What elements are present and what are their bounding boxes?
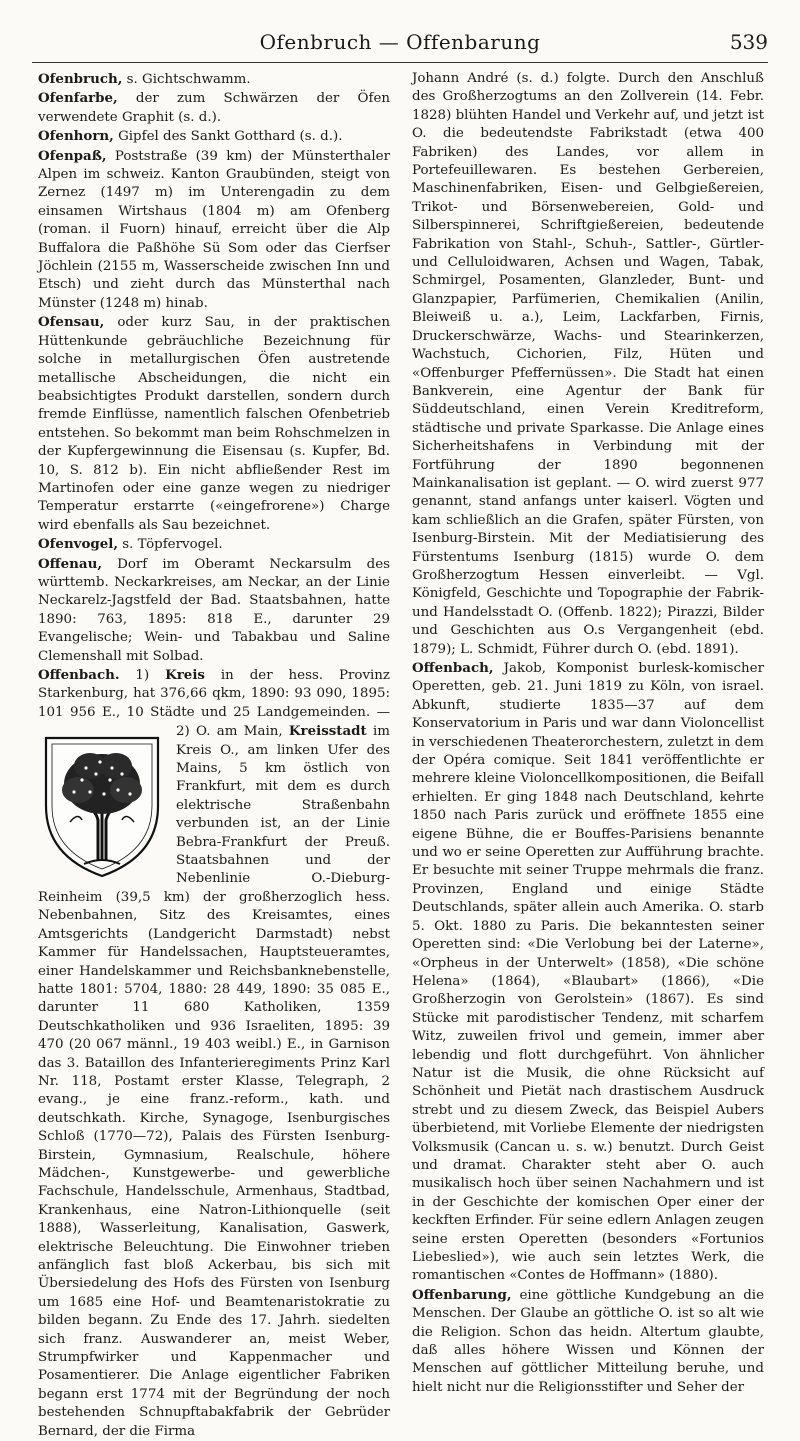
entry-ofenfarbe	[38, 89, 390, 127]
entry-text: s. Töpfervogel.	[118, 537, 223, 553]
headword: Offenbach.	[38, 667, 120, 683]
headword: Ofensau,	[38, 314, 105, 331]
headword: Offenbarung,	[412, 1286, 512, 1303]
subheading-kreis: Kreis	[165, 667, 205, 683]
entry-text: Poststraße (39 km) der Münsterthaler Alpen im schweiz. Kanton Graubünden, steigt von Zernez (1497 m) im Unterengadin zu dem einsamen Wirtshaus (1804 m) am Ofenberg (roman. il Fuorn) hinauf, erreicht über die Alp Buffalora die Paßhöhe Sü Som oder das Cierfser Jöchlein (2155 m, Wasserscheide zwischen Inn und Etsch) und zieht durch das Münsterthal nach Münster (1248 m) hinab.	[38, 148, 390, 311]
entry-offenbarung	[412, 1286, 764, 1397]
headword: Offenbach,	[412, 660, 494, 676]
headword: Ofenbruch,	[38, 71, 123, 87]
entry-text: s. Gichtschwamm.	[122, 72, 251, 87]
entry-ofenbruch	[38, 70, 390, 89]
entry-offenbach-city	[38, 666, 390, 1441]
coat-of-arms-svg	[38, 728, 166, 880]
entry-text: oder kurz Sau, in der praktischen Hüttenkunde gebräuchliche Bezeichnung für solche in metallurgischen Öfen austretende metallische Abscheidungen, die nicht ein beabsichtigtes Produkt darstellen, sondern durch fremde Einflüsse, namentlich falschen Ofenbetrieb entstehen. So bekommt man beim Rohschmelzen in der Kupfergewinnung die Eisensau (s. Kupfer, Bd. 10, S. 812 b). Ein nicht abfließender Rest im Martinofen oder eine ganze wegen zu niedriger Temperatur erstarrte («eingefrorene») Charge wird ebenfalls als Sau bezeichnet.	[38, 315, 390, 533]
entry-text: in der hess. Provinz Starkenburg, hat 376,66 qkm, 1890: 93 090, 1895: 101 956 E., 10 Städte und 25 Landgemeinden. — 2) O. am Main,	[38, 668, 390, 740]
entry-text: 1)	[119, 668, 166, 683]
right-column	[412, 70, 764, 1397]
headword: Offenau,	[38, 555, 102, 572]
entry-offenbach-jakob	[412, 659, 764, 1286]
entry-text: der zum Schwärzen der Öfen verwendete Graphit (s. d.).	[38, 91, 390, 125]
page-number: 539	[729, 30, 768, 54]
entry-ofenvogel	[38, 535, 390, 554]
entry-text: Gipfel des Sankt Gotthard (s. d.).	[113, 129, 343, 145]
left-column	[38, 70, 390, 1441]
entry-offenau	[38, 555, 390, 666]
entry-text: eine göttliche Kundgebung an die Menschen. Der Glaube an göttliche O. ist so alt wie die Religion. Schon das heidn. Altertum glaubte, daß alles höhere Wissen und Können der Menschen auf göttlicher Mitteilung beruhe, und hielt nicht nur die Religionsstifter und Seher der	[412, 1287, 764, 1395]
entry-ofenpass	[38, 147, 390, 314]
headword: Ofenpaß,	[38, 147, 107, 164]
headword: Ofenhorn,	[38, 128, 114, 145]
coat-of-arms-image	[38, 728, 166, 880]
headword: Ofenvogel,	[38, 536, 119, 553]
page-header	[32, 28, 768, 63]
entry-ofenhorn	[38, 127, 390, 146]
entry-ofensau	[38, 313, 390, 535]
entry-text: Dorf im Oberamt Neckarsulm des württemb. Neckarkreises, am Neckar, an der Linie Neckarelz-Jagstfeld der Bad. Staatsbahnen, hatte 1890: 763, 1895: 818 E., darunter 29 Evangelische; Wein- und Tabakbau und Saline Clemenshall mit Solbad.	[38, 556, 390, 664]
entry-text: im Kreis O., am linken Ufer des Mains, 5 km östlich von Frankfurt, mit dem es durch elektrische Straßenbahn verbunden ist, an der Linie Bebra-Frankfurt der Preuß. Staatsbahnen und der Nebenlinie O.-Dieburg-Reinheim (39,5 km) der großherzoglich hess. Nebenbahnen, Sitz des Kreisamtes, eines Amtsgerichts (Landgericht Darmstadt) nebst Kammer für Handelssachen, Hauptsteueramtes, einer Handelskammer und Reichsbanknebenstelle, hatte 1801: 5704, 1880: 28 449, 1890: 35 085 E., darunter 11 680 Katholiken, 1359 Deutschkatholiken und 936 Israeliten, 1895: 39 470 (20 067 männl., 19 403 weibl.) E., in Garnison das 3. Bataillon des Infanterieregiments Prinz Karl Nr. 118, Postamt erster Klasse, Telegraph, 2 evang., je eine franz.-reform., kath. und deutschkath. Kirche, Synagoge, Isenburgisches Schloß (1770—72), Palais des Fürsten Isenburg-Birstein, Gymnasium, Realschule, höhere Mädchen-, Kunstgewerbe- und gewerbliche Fachschule, Handelsschule, Armenhaus, Stadtbad, Krankenhaus, eine Natron-Lithionquelle (seit 1888), Wasserleitung, Kanalisation, Gaswerk, elektrische Beleuchtung. Die Einwohner trieben anfänglich fast bloß Ackerbau, bis sich mit Übersiedelung des Hofs des Fürsten von Isenburg um 1685 eine Hof- und Beamtenaristokratie zu bilden begann. Zu Ende des 17. Jahrh. siedelten sich franz. Auswanderer an, meist Weber, Strumpfwirker und Kappenmacher und Posamentierer. Die Anlage eigentlicher Fabriken begann erst 1774 mit der Begründung der noch bestehenden Schnupftabakfabrik der Gebrüder Bernard, der die Firma	[38, 724, 390, 1439]
subheading-kreisstadt: Kreisstadt	[288, 723, 367, 740]
entry-text: Johann André (s. d.) folgte. Durch den Anschluß des Großherzogtums an den Zollverein (14. Febr. 1828) blühten Handel und Verkehr auf, und jetzt ist O. die bedeutendste Fabrikstadt (etwa 400 Fabriken) des Landes, vor allem in Portefeuillewaren. Es bestehen Gerbereien, Maschinenfabriken, Eisen- und Gelbgießereien, Trikot- und Börsenwebereien, Gold- und Silberspinnerei, Schriftgießereien, bedeutende Fabrikation von Stahl-, Schuh-, Sattler-, Gürtler- und Celluloidwaren, Achsen und Wagen, Tabak, Schmirgel, Posamenten, Glanzleder, Bunt- und Glanzpapier, Parfümerien, Chemikalien (Anilin, Bleiweiß u. a.), Leim, Lackfarben, Firnis, Druckerschwärze, Wachs- und Stearinkerzen, Wachstuch, Cichorien, Filz, Hüten und «Offenburger Pfeffernüssen». Die Stadt hat einen Bankverein, eine Agentur der Bank für Süddeutschland, einen Verein Kreditreform, städtische und private Sparkasse. Die Anlage eines Sicherheitshafens in Verbindung mit der Fortführung der 1890 begonnenen Mainkanalisation ist geplant. — O. wird zuerst 977 genannt, stand anfangs unter kaiserl. Vögten und kam schließlich an die Grafen, später Fürsten, von Isenburg-Birstein. Mit der Mediatisierung des Fürstentums Isenburg (1815) wurde O. dem Großherzogtum Hessen einverleibt. — Vgl. Königfeld, Geschichte und Topographie der Fabrik- und Handelsstadt O. (Offenb. 1822); Pirazzi, Bilder und Geschichten aus O.s Vergangenheit (ebd. 1879); L. Schmidt, Führer durch O. (ebd. 1891).	[412, 71, 764, 657]
headword: Ofenfarbe,	[38, 90, 118, 107]
entry-offenbach-continued	[412, 70, 764, 659]
entry-text: Jakob, Komponist burlesk-komischer Operetten, geb. 21. Juni 1819 zu Köln, von israel. Abkunft, studierte 1835—37 auf dem Konservatorium in Paris und war dann Violoncellist in verschiedenen Theaterorchestern, zuletzt in dem der Opéra comique. Seit 1841 veröffentlichte er mehrere kleine Violoncellkompositionen, die Beifall erhielten. Er ging 1848 nach Deutschland, kehrte 1850 nach Paris zurück und eröffnete 1855 eine eigene Bühne, die er Bouffes-Parisiens benannte und wo er seine Operetten zur Aufführung brachte. Er besuchte mit seiner Truppe mehrmals die franz. Provinzen, England und einige Städte Deutschlands, später allein auch Amerika. O. starb 5. Okt. 1880 zu Paris. Die bekanntesten seiner Operetten sind: «Die Verlobung bei der Laterne», «Orpheus in der Unterwelt» (1858), «Die schöne Helena» (1864), «Blaubart» (1866), «Die Großherzogin von Gerolstein» (1867). Es sind Stücke mit parodistischer Tendenz, mit scharfem Witz, zuweilen frivol und gemein, immer aber lebendig und flott durchgeführt. Von ähnlicher Natur ist die Musik, die ohne Rücksicht auf Schönheit und Pietät nach drastischem Ausdruck strebt und zu diesem Zweck, das Beispiel Aubers überbietend, mit Vorliebe Elemente der niedrigsten Volksmusik (Cancan u. s. w.) benutzt. Durch Geist und dramat. Charakter steht aber O. auch musikalisch hoch über seinen Nachahmern und ist in der Geschichte der komischen Oper einer der keckften Erfinder. Für seine edlern Anlagen zeugen seine ersten Operetten (besonders «Fortunios Liebeslied»), wie auch sein letztes Werk, die romantischen «Contes de Hoffmann» (1880).	[412, 661, 764, 1284]
running-title: Ofenbruch — Offenbarung	[259, 30, 541, 54]
